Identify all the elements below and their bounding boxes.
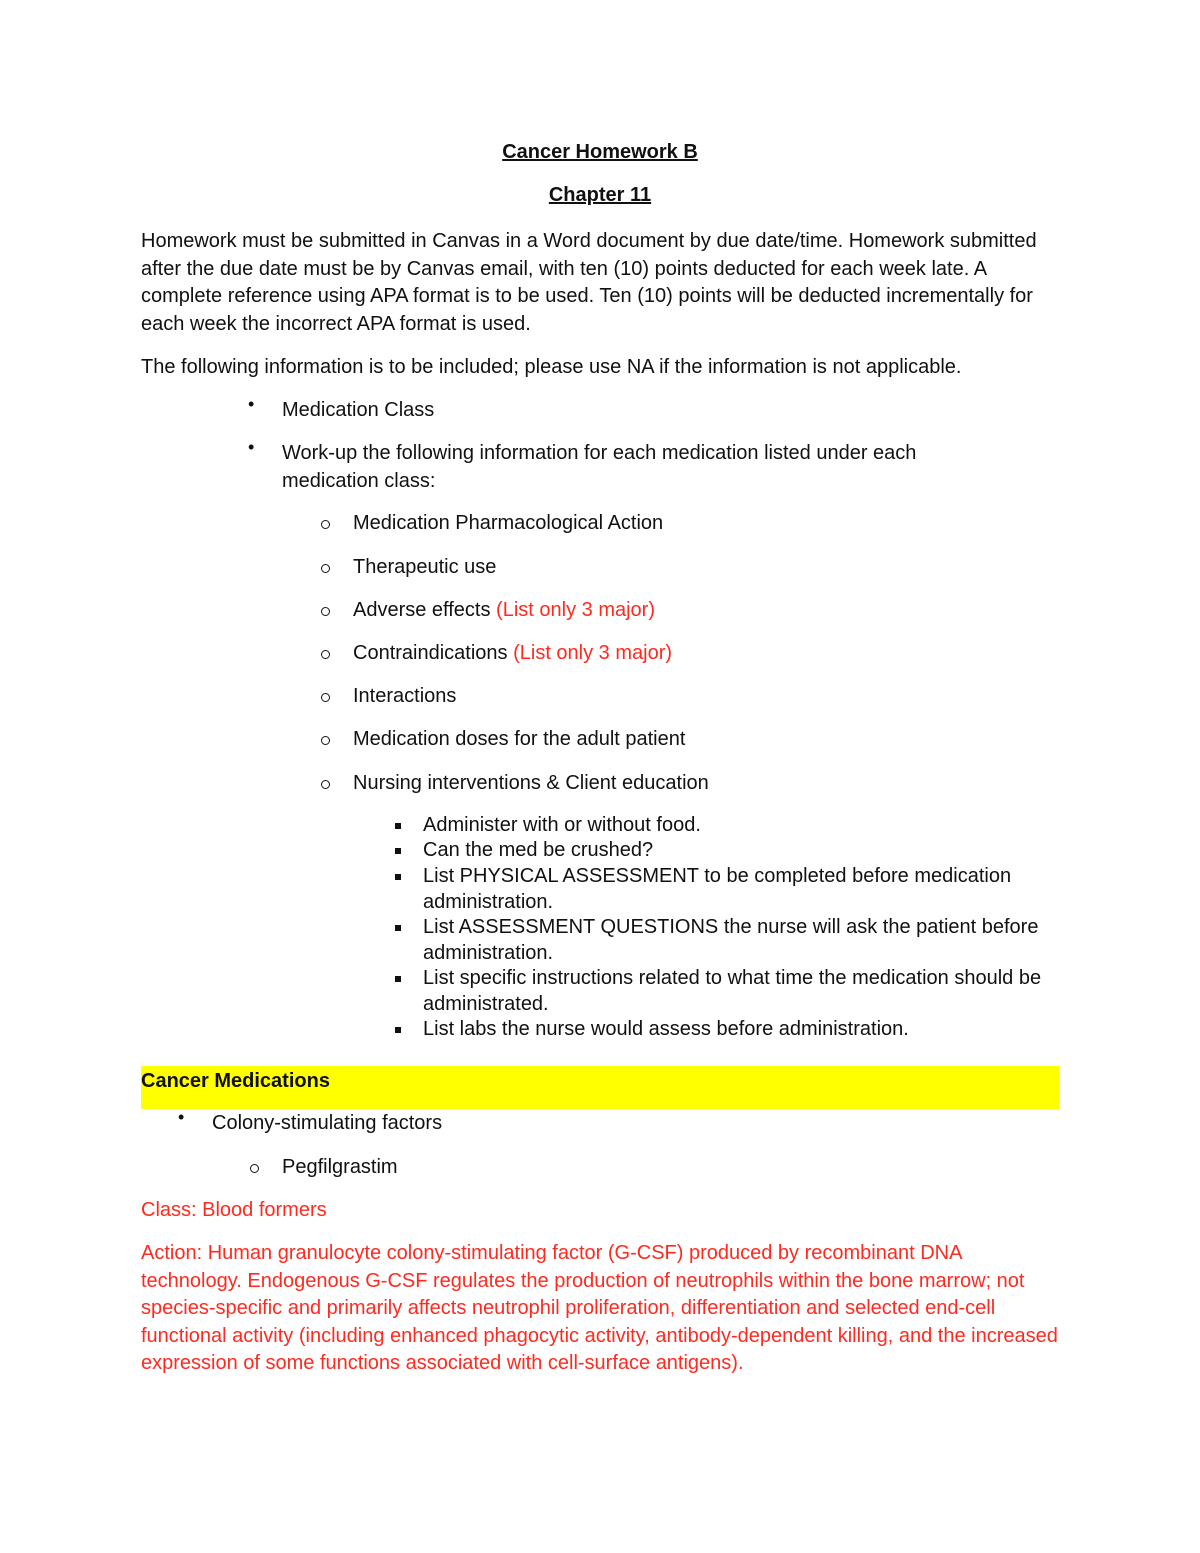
circle-bullet-icon <box>321 650 330 659</box>
list-item: • Work-up the following information for each medication listed under each medication class: <box>282 440 1002 495</box>
square-bullet-icon <box>395 976 401 982</box>
circle-bullet-icon <box>321 607 330 616</box>
square-bullet-icon <box>395 848 401 854</box>
list-item: • Colony-stimulating factors <box>212 1110 912 1138</box>
circle-bullet-icon <box>250 1164 259 1173</box>
list-item: • Medication Class <box>282 397 1002 425</box>
list-item: Interactions <box>353 683 1053 711</box>
action-paragraph: Action: Human granulocyte colony-stimulating factor (G-CSF) produced by recombinant DNA technology. Endogenous G-CSF regulates the production of neutrophils within the bone marrow; not species-specific and primarily affects neutrophil proliferation, differentiation and selected end-cell functional activity (including enhanced phagocytic activity, antibody-dependent killing, and the increased expression of some functions associated with cell-surface antigens). <box>141 1242 1058 1374</box>
list-item: Nursing interventions & Client education <box>353 770 1053 798</box>
list-item: Administer with or without food. <box>423 813 1063 839</box>
list-item: Therapeutic use <box>353 554 1053 582</box>
circle-bullet-icon <box>321 564 330 573</box>
section-heading: Cancer Medications <box>141 1070 330 1092</box>
list-item: List ASSESSMENT QUESTIONS the nurse will ask the patient before administration. <box>423 915 1063 966</box>
circle-bullet-icon <box>321 780 330 789</box>
circle-bullet-icon <box>321 520 330 529</box>
list-item: Medication Pharmacological Action <box>353 510 1053 538</box>
bullet-icon: • <box>178 1107 185 1127</box>
class-line: Class: Blood formers <box>141 1199 327 1221</box>
list-item: Can the med be crushed? <box>423 838 1063 864</box>
list-item: Adverse effects (List only 3 major) <box>353 597 1053 625</box>
square-bullet-icon <box>395 874 401 880</box>
list-item: List PHYSICAL ASSESSMENT to be completed before medication administration. <box>423 864 1063 915</box>
square-bullet-icon <box>395 823 401 829</box>
list-item: Pegfilgrastim <box>282 1154 982 1182</box>
bullet-icon: • <box>248 437 255 457</box>
circle-bullet-icon <box>321 693 330 702</box>
bullet-icon: • <box>248 394 255 414</box>
square-bullet-icon <box>395 925 401 931</box>
list-item: Medication doses for the adult patient <box>353 726 1053 754</box>
square-bullet-icon <box>395 1027 401 1033</box>
chapter-heading: Chapter 11 <box>548 184 652 206</box>
intro-paragraph: Homework must be submitted in Canvas in a Word document by due date/time. Homework submitted after the due date must be by Canvas email, with ten (10) points deducted for each week late. A complete reference using APA format is to be used. Ten (10) points will be deducted incrementally for each week the incorrect APA format is used. <box>141 230 1037 335</box>
list-item: Contraindications (List only 3 major) <box>353 640 1053 668</box>
instruction-paragraph: The following information is to be included; please use NA if the information is not applicable. <box>141 356 962 378</box>
document-title: Cancer Homework B <box>502 141 698 163</box>
circle-bullet-icon <box>321 736 330 745</box>
list-item: List specific instructions related to what time the medication should be administrated. <box>423 966 1063 1017</box>
list-item: List labs the nurse would assess before administration. <box>423 1017 1063 1043</box>
